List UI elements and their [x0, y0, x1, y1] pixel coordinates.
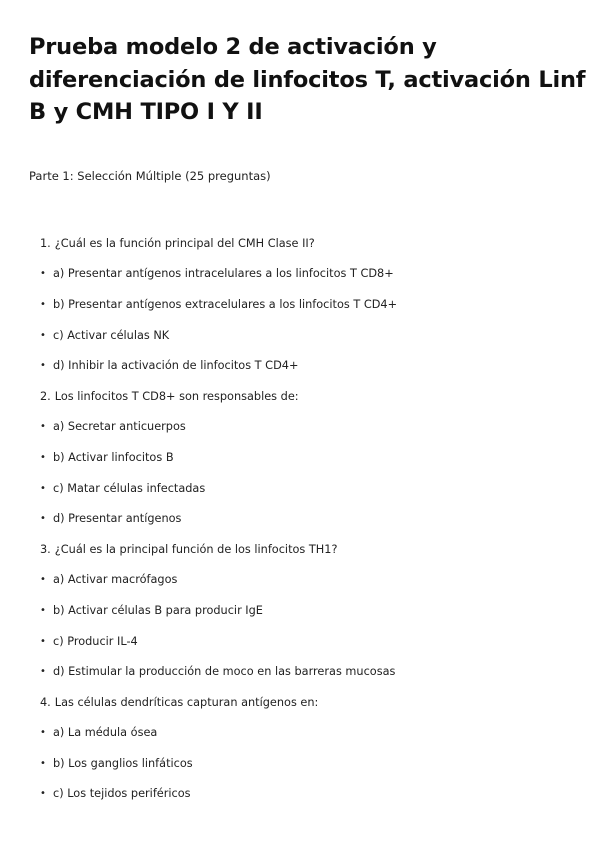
answer-option	[40, 473, 580, 504]
answer-option	[40, 350, 580, 381]
option-text: a) Activar macrófagos	[53, 573, 178, 587]
bullet-icon: •	[40, 757, 46, 769]
question-2	[40, 381, 580, 412]
bullet-icon: •	[40, 268, 46, 280]
answer-option	[40, 320, 580, 351]
option-text: c) Matar células infectadas	[53, 481, 206, 495]
option-text: d) Estimular la producción de moco en las barreras mucosas	[53, 665, 396, 679]
question-text: Los linfocitos T CD8+ son responsables de:	[54, 389, 299, 403]
answer-option	[40, 442, 580, 473]
bullet-icon: •	[40, 788, 46, 800]
bullet-icon: •	[40, 513, 46, 525]
answer-option	[40, 565, 580, 596]
question-1	[40, 228, 580, 259]
option-text: c) Los tejidos periféricos	[53, 787, 191, 801]
question-3	[40, 534, 580, 565]
question-number: 4.	[40, 695, 51, 709]
option-text: b) Presentar antígenos extracelulares a los linfocitos T CD4+	[53, 297, 398, 311]
part-label: Parte 1: Selección Múltiple (25 preguntas)	[29, 169, 271, 183]
question-number: 1.	[40, 236, 51, 250]
answer-option	[40, 626, 580, 657]
bullet-icon: •	[40, 298, 46, 310]
question-number: 2.	[40, 389, 51, 403]
question-text: ¿Cuál es la función principal del CMH Clase II?	[54, 236, 315, 250]
bullet-icon: •	[40, 421, 46, 433]
question-number: 3.	[40, 542, 51, 556]
answer-option	[40, 748, 580, 779]
option-text: a) La médula ósea	[53, 726, 158, 740]
option-text: c) Producir IL-4	[53, 634, 138, 648]
answer-option	[40, 259, 580, 290]
answer-option	[40, 289, 580, 320]
bullet-icon: •	[40, 451, 46, 463]
question-4	[40, 687, 580, 718]
question-text: ¿Cuál es la principal función de los linfocitos TH1?	[54, 542, 338, 556]
option-text: d) Inhibir la activación de linfocitos T CD4+	[53, 359, 299, 373]
document-title: Prueba modelo 2 de activación y diferenciación de linfocitos T, activación Linf B y CMH TIPO I Y II	[29, 34, 586, 125]
question-list	[40, 228, 580, 809]
bullet-icon: •	[40, 482, 46, 494]
bullet-icon: •	[40, 360, 46, 372]
bullet-icon: •	[40, 666, 46, 678]
option-text: d) Presentar antígenos	[53, 512, 182, 526]
answer-option	[40, 412, 580, 443]
answer-option	[40, 656, 580, 687]
bullet-icon: •	[40, 604, 46, 616]
option-text: c) Activar células NK	[53, 328, 170, 342]
option-text: b) Activar células B para producir IgE	[53, 603, 263, 617]
answer-option	[40, 595, 580, 626]
option-text: b) Activar linfocitos B	[53, 450, 174, 464]
option-text: b) Los ganglios linfáticos	[53, 756, 193, 770]
bullet-icon: •	[40, 635, 46, 647]
answer-option	[40, 503, 580, 534]
bullet-icon: •	[40, 727, 46, 739]
answer-option	[40, 779, 580, 810]
option-text: a) Secretar anticuerpos	[53, 420, 186, 434]
bullet-icon: •	[40, 574, 46, 586]
question-text: Las células dendríticas capturan antígenos en:	[54, 695, 319, 709]
bullet-icon: •	[40, 329, 46, 341]
option-text: a) Presentar antígenos intracelulares a los linfocitos T CD8+	[53, 267, 394, 281]
answer-option	[40, 718, 580, 749]
